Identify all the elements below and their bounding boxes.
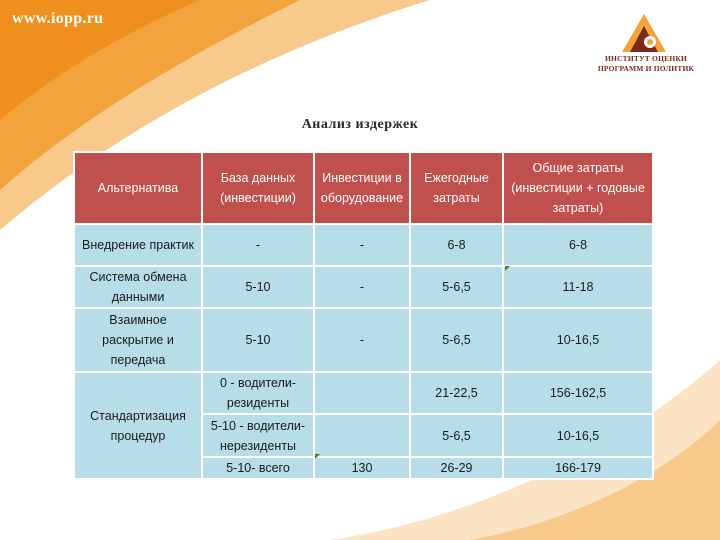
header-equipment: Инвестиции в оборудование [314, 152, 410, 224]
total-cell: 11-18 [503, 266, 653, 308]
alt-cell: Система обмена данными [74, 266, 202, 308]
annual-cell: 5-6,5 [410, 266, 503, 308]
site-url[interactable]: www.iopp.ru [12, 10, 104, 27]
alt-cell: Взаимное раскрытие и передача [74, 308, 202, 372]
db-cell: 5-10 - водители-нерезиденты [202, 414, 314, 457]
cell-marker-icon [315, 454, 320, 459]
annual-cell: 5-6,5 [410, 414, 503, 457]
alt-cell: Стандартизация процедур [74, 372, 202, 479]
logo-text [582, 54, 710, 74]
db-cell: 0 - водители-резиденты [202, 372, 314, 414]
db-cell: 5-10- всего [202, 457, 314, 479]
page-title: Анализ издержек [301, 117, 419, 132]
annual-cell: 6-8 [410, 224, 503, 266]
total-cell: 6-8 [503, 224, 653, 266]
equip-cell: - [314, 308, 410, 372]
table-row [74, 224, 653, 266]
cost-analysis-table [73, 151, 654, 480]
total-cell: 166-179 [503, 457, 653, 479]
db-cell: 5-10 [202, 308, 314, 372]
equip-cell: - [314, 266, 410, 308]
table-header-row [74, 152, 653, 224]
table-row [74, 266, 653, 308]
logo-line-1: ИНСТИТУТ ОЦЕНКИ [604, 54, 688, 63]
equip-cell [314, 414, 410, 457]
alt-cell: Внедрение практик [74, 224, 202, 266]
total-cell: 10-16,5 [503, 414, 653, 457]
table-row [74, 372, 653, 414]
equip-cell: - [314, 224, 410, 266]
annual-cell: 21-22,5 [410, 372, 503, 414]
table-row [74, 308, 653, 372]
header-alternative: Альтернатива [74, 152, 202, 224]
db-cell: - [202, 224, 314, 266]
header-annual: Ежегодные затраты [410, 152, 503, 224]
equip-cell: 130 [314, 457, 410, 479]
annual-cell: 26-29 [410, 457, 503, 479]
equip-cell [314, 372, 410, 414]
logo-line-2: ПРОГРАММ И ПОЛИТИК [597, 64, 695, 73]
total-cell: 10-16,5 [503, 308, 653, 372]
header-total: Общие затраты (инвестиции + годовые затраты) [503, 152, 653, 224]
annual-cell: 5-6,5 [410, 308, 503, 372]
cell-marker-icon [505, 266, 510, 271]
db-cell: 5-10 [202, 266, 314, 308]
total-cell: 156-162,5 [503, 372, 653, 414]
header-database: База данных (инвестиции) [202, 152, 314, 224]
